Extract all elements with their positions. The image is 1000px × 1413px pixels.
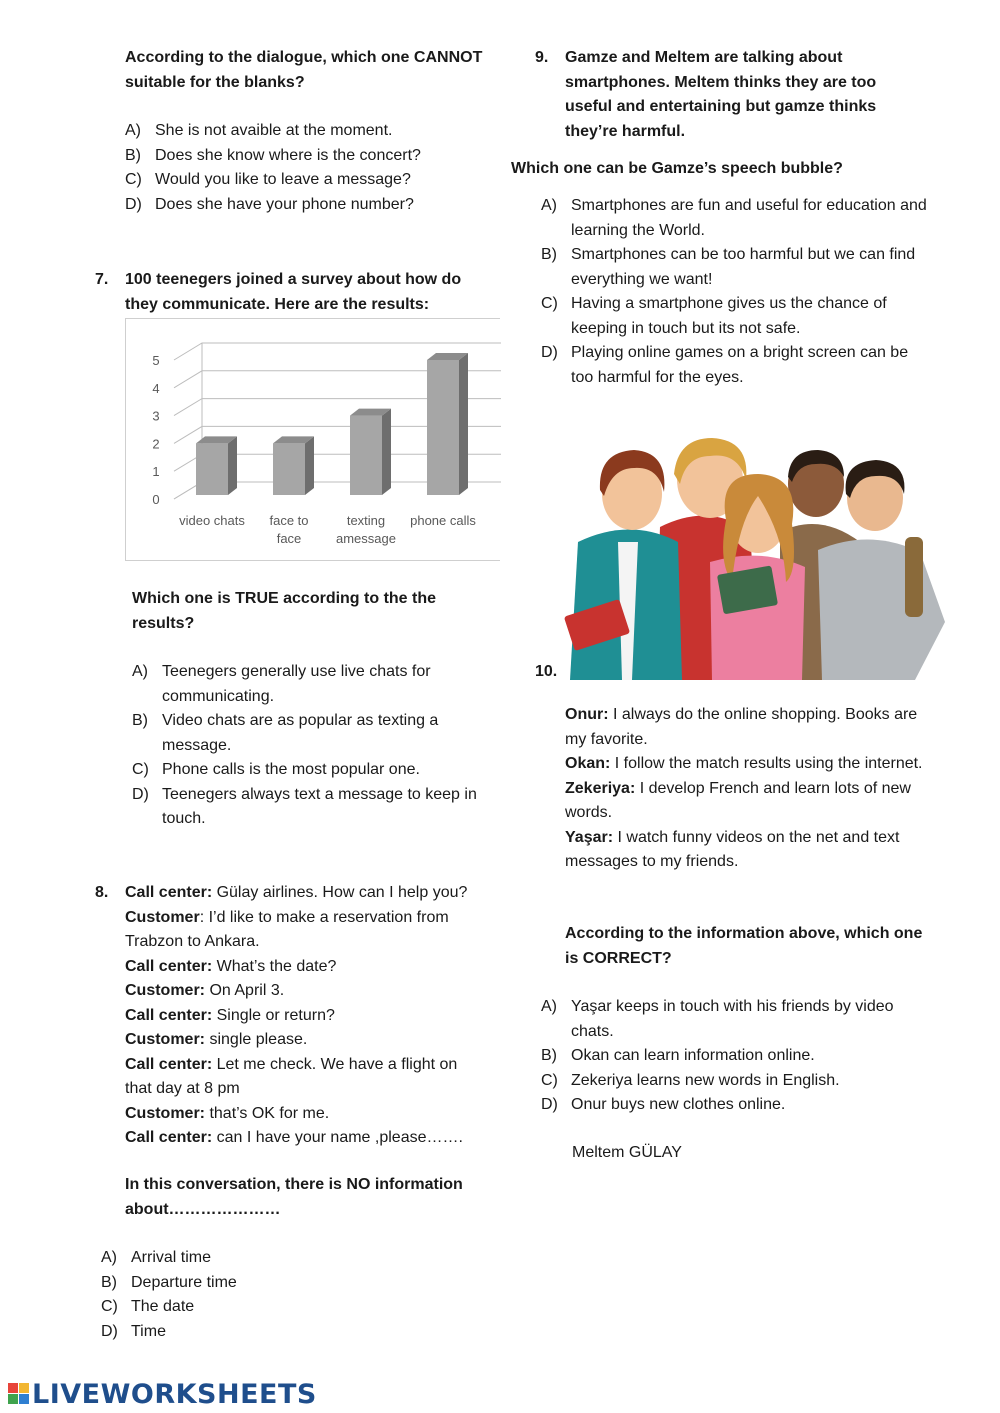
q6-option-a[interactable]: A) She is not avaible at the moment. [125, 122, 393, 139]
q9-option-b[interactable]: B) Smartphones can be too harmful but we can find everything we want! [541, 246, 916, 288]
q10-option-d[interactable]: D) Onur buys new clothes online. [541, 1096, 786, 1113]
dialogue-line: Call center: What’s the date? [125, 957, 337, 975]
dialogue-line: Call center: Let me check. We have a flight on that day at 8 pm [125, 1055, 458, 1097]
dialogue-line: Call center: Gülay airlines. How can I help you? [125, 884, 468, 901]
bar-side [382, 409, 391, 495]
q7-options [132, 660, 477, 832]
chart-bar [196, 436, 237, 495]
q8-number: 8. [95, 884, 109, 901]
statement-line: Yaşar: I watch funny videos on the net and text messages to my friends. [565, 828, 900, 870]
statement-line: Okan: I follow the match results using the internet. [565, 755, 923, 772]
bar-front [427, 360, 459, 495]
q10-options [541, 995, 931, 1118]
q9-number: 9. [535, 49, 549, 66]
dialogue-line: Call center: Single or return? [125, 1006, 335, 1024]
q8-option-a[interactable]: A) Arrival time [101, 1249, 212, 1266]
q7-option-a[interactable]: A) Teenegers generally use live chats for communicating. [132, 663, 431, 705]
brand-name: LIVEWORKSHEETS [32, 1379, 317, 1410]
bar-front [350, 416, 382, 495]
q8-option-c[interactable]: C) The date [101, 1298, 195, 1315]
student-figure [564, 450, 682, 680]
q6-option-b[interactable]: B) Does she know where is the concert? [125, 146, 421, 164]
q8-option-b[interactable]: B) Departure time [101, 1273, 237, 1291]
x-tick-label: face to [269, 513, 309, 528]
dialogue-line: Customer: single please. [125, 1031, 308, 1048]
statement-line: Zekeriya: I develop French and learn lots of new words. [565, 779, 911, 821]
dialogue-line: Customer: On April 3. [125, 982, 285, 999]
q9-option-a[interactable]: A) Smartphones are fun and useful for education and learning the World. [541, 197, 927, 239]
q8-options [101, 1246, 401, 1344]
q9-option-d[interactable]: D) Playing online games on a bright screen can be too harmful for the eyes. [541, 344, 909, 386]
q10-option-a[interactable]: A) Yaşar keeps in touch with his friends by video chats. [541, 998, 894, 1040]
bar-side [228, 436, 237, 495]
x-tick-label: texting [346, 513, 386, 528]
y-tick-label: 0 [152, 492, 160, 507]
bar-side [305, 436, 314, 495]
dialogue-line: Call center: can I have your name ,please……. [125, 1129, 463, 1146]
q9-intro: Gamze and Meltem are talking about smartphones. Meltem thinks they are too useful and entertaining but gamze thinks they’re harmful. [565, 49, 877, 140]
q10-number: 10. [535, 663, 558, 680]
x-tick-label: face [276, 531, 302, 546]
q7-option-d[interactable]: D) Teenegers always text a message to keep in touch. [132, 785, 477, 827]
y-tick-label: 3 [152, 408, 160, 424]
statement-line: Onur: I always do the online shopping. Books are my favorite. [565, 706, 918, 748]
q6-option-d[interactable]: D) Does she have your phone number? [125, 195, 414, 213]
q10-option-b[interactable]: B) Okan can learn information online. [541, 1047, 815, 1064]
bar-front [196, 443, 228, 495]
survey-chart-svg [126, 319, 501, 562]
q9-options [541, 194, 931, 390]
bar-side [459, 353, 468, 495]
q7-question: Which one is TRUE according to the the results? [132, 590, 437, 632]
x-tick-label: phone calls [410, 513, 476, 528]
author-name: Meltem GÜLAY [572, 1144, 682, 1161]
x-tick-label: video chats [179, 513, 245, 528]
q6-option-c[interactable]: C) Would you like to leave a message? [125, 171, 411, 188]
q7-option-b[interactable]: B) Video chats are as popular as texting a message. [132, 712, 439, 754]
q6-options [125, 119, 495, 217]
dialogue-line: Customer: that’s OK for me. [125, 1104, 330, 1122]
dialogue-line: Customer: I’d like to make a reservation from Trabzon to Ankara. [125, 908, 449, 950]
q10-question: According to the information above, which one is CORRECT? [565, 925, 923, 967]
logo-icon [8, 1383, 30, 1405]
q10-option-c[interactable]: C) Zekeriya learns new words in English. [541, 1071, 840, 1089]
y-tick-label: 1 [152, 464, 160, 480]
chart-bar [273, 436, 314, 495]
q7-intro: 100 teenegers joined a survey about how do they communicate. Here are the results: [125, 271, 462, 313]
q8-dialogue [125, 881, 485, 1151]
q7-option-c[interactable]: C) Phone calls is the most popular one. [132, 761, 420, 778]
q9-option-c[interactable]: C) Having a smartphone gives us the chance of keeping in touch but its not safe. [541, 295, 887, 337]
q8-question: In this conversation, there is NO information about………………… [125, 1176, 463, 1218]
q10-statements [565, 703, 935, 875]
y-tick-label: 4 [152, 380, 160, 396]
q7-number: 7. [95, 271, 109, 288]
q8-option-d[interactable]: D) Time [101, 1322, 166, 1340]
q6-question: According to the dialogue, which one CANNOT suitable for the blanks? [125, 49, 483, 91]
y-tick-label: 5 [152, 353, 160, 368]
x-tick-label: amessage [336, 531, 396, 546]
chart-bar [350, 409, 391, 495]
bar-front [273, 443, 305, 495]
teenagers-illustration [560, 432, 950, 680]
liveworksheets-logo[interactable] [8, 1380, 317, 1410]
survey-chart [125, 318, 500, 561]
chart-bar [427, 353, 468, 495]
y-tick-label: 2 [152, 436, 160, 452]
q9-question: Which one can be Gamze’s speech bubble? [511, 160, 843, 177]
